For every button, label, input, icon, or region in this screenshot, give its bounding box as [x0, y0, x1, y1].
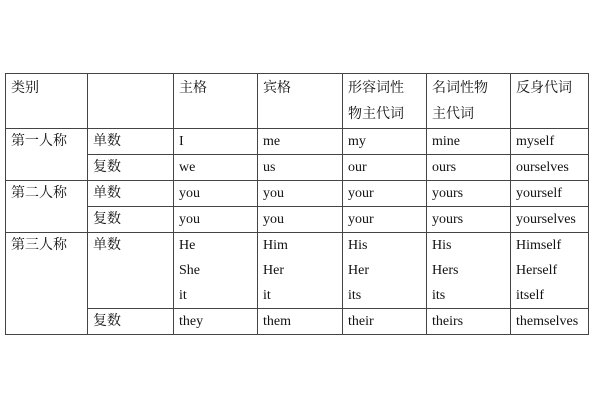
object-cell [258, 233, 343, 309]
person-label: 第三人称 [6, 233, 88, 335]
header-adj-possessive-line: 物主代词 [348, 106, 404, 122]
person-label: 第一人称 [6, 129, 88, 181]
reflexive-cell: themselves [511, 309, 589, 335]
cell-line: Herself [516, 263, 558, 278]
cell-line: Her [348, 263, 369, 278]
header-category: 类别 [6, 74, 88, 129]
header-noun-possessive [427, 74, 511, 129]
cell-line: Himself [516, 238, 562, 253]
noun-possessive-cell: mine [427, 129, 511, 155]
table-row [6, 233, 589, 309]
header-noun-possessive-line: 名词性物 [432, 80, 488, 96]
cell-line: its [348, 288, 362, 303]
adj-possessive-cell: your [343, 181, 427, 207]
object-cell: them [258, 309, 343, 335]
cell-line: He [179, 238, 196, 253]
reflexive-cell [511, 233, 589, 309]
cell-line: its [432, 288, 446, 303]
header-object: 宾格 [258, 74, 343, 129]
subject-cell: I [174, 129, 258, 155]
subject-cell: you [174, 207, 258, 233]
table-row [6, 129, 589, 155]
number-cell: 复数 [88, 207, 174, 233]
header-subject: 主格 [174, 74, 258, 129]
header-adj-possessive [343, 74, 427, 129]
table-row [6, 309, 589, 335]
cell-line: Him [263, 238, 288, 253]
header-number [88, 74, 174, 129]
noun-possessive-cell: yours [427, 207, 511, 233]
cell-line: She [179, 263, 200, 278]
number-cell: 单数 [88, 233, 174, 309]
header-adj-possessive-line: 形容词性 [348, 80, 404, 96]
header-noun-possessive-line: 主代词 [432, 106, 474, 122]
reflexive-cell: yourselves [511, 207, 589, 233]
number-cell: 复数 [88, 309, 174, 335]
cell-line: Her [263, 263, 284, 278]
cell-line: His [348, 238, 368, 253]
reflexive-cell: myself [511, 129, 589, 155]
object-cell: us [258, 155, 343, 181]
object-cell: you [258, 181, 343, 207]
reflexive-cell: ourselves [511, 155, 589, 181]
object-cell: me [258, 129, 343, 155]
noun-possessive-cell: yours [427, 181, 511, 207]
subject-cell: you [174, 181, 258, 207]
subject-cell: we [174, 155, 258, 181]
table-row [6, 207, 589, 233]
reflexive-cell: yourself [511, 181, 589, 207]
pronoun-table [5, 73, 589, 335]
number-cell: 复数 [88, 155, 174, 181]
table-row [6, 181, 589, 207]
person-label: 第二人称 [6, 181, 88, 233]
adj-possessive-cell: our [343, 155, 427, 181]
noun-possessive-cell: theirs [427, 309, 511, 335]
table-row [6, 155, 589, 181]
adj-possessive-cell: their [343, 309, 427, 335]
number-cell: 单数 [88, 129, 174, 155]
object-cell: you [258, 207, 343, 233]
noun-possessive-cell [427, 233, 511, 309]
adj-possessive-cell [343, 233, 427, 309]
cell-line: it [263, 288, 271, 303]
header-row [6, 74, 589, 129]
noun-possessive-cell: ours [427, 155, 511, 181]
cell-line: itself [516, 288, 544, 303]
cell-line: Hers [432, 263, 459, 278]
cell-line: His [432, 238, 452, 253]
adj-possessive-cell: your [343, 207, 427, 233]
subject-cell [174, 233, 258, 309]
cell-line: it [179, 288, 187, 303]
header-reflexive: 反身代词 [511, 74, 589, 129]
number-cell: 单数 [88, 181, 174, 207]
adj-possessive-cell: my [343, 129, 427, 155]
subject-cell: they [174, 309, 258, 335]
